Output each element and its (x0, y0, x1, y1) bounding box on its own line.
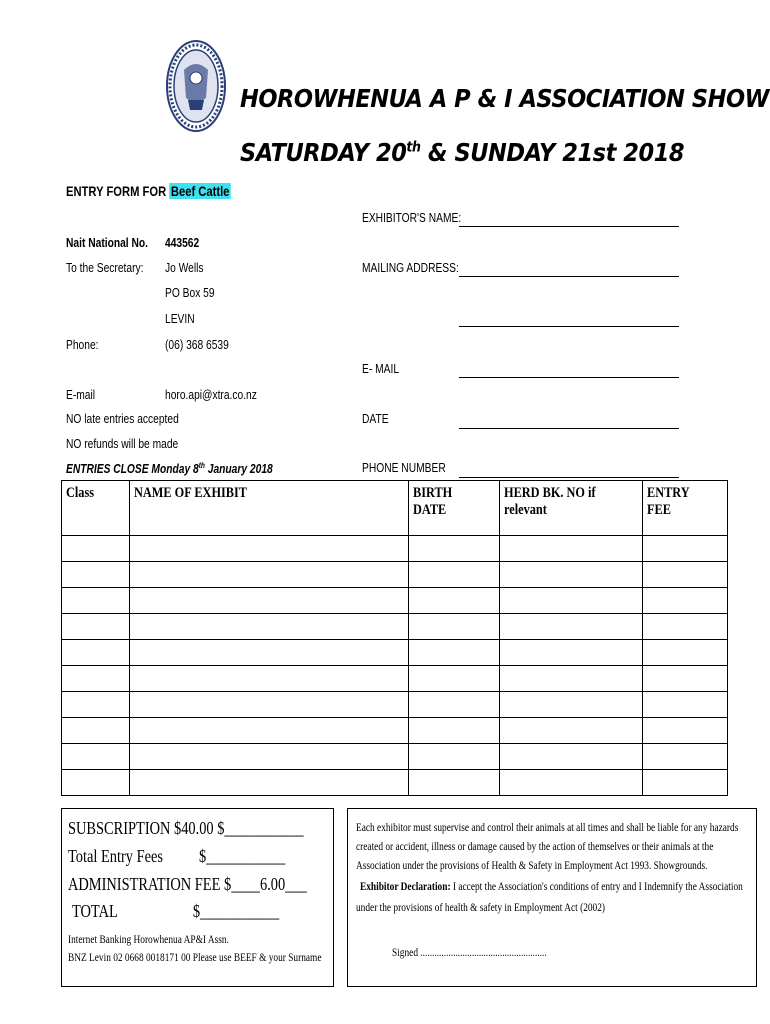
exhibit-name-cell[interactable] (130, 562, 409, 588)
declaration-line-4 (360, 879, 743, 894)
exhibit-name-cell[interactable] (130, 718, 409, 744)
entry-fee-cell[interactable] (643, 692, 728, 718)
header-herd-book (500, 481, 643, 536)
class-cell[interactable] (62, 614, 130, 640)
birth-date-cell[interactable] (409, 562, 500, 588)
mailing-address-label: MAILING ADDRESS: (362, 261, 459, 275)
entry-fee-cell[interactable] (643, 536, 728, 562)
birth-date-cell[interactable] (409, 536, 500, 562)
table-row (62, 614, 728, 640)
header-birth-date (409, 481, 500, 536)
entry-fee-cell[interactable] (643, 666, 728, 692)
phone-number-field[interactable] (459, 477, 679, 478)
declaration-text: I accept the Association's conditions of entry and I Indemnify the Association (450, 879, 743, 893)
entries-close-post: January 2018 (204, 462, 273, 477)
birth-date-cell[interactable] (409, 614, 500, 640)
subscription-line: SUBSCRIPTION $40.00 $___________ (68, 818, 304, 838)
exhibit-name-cell[interactable] (130, 640, 409, 666)
table-row (62, 536, 728, 562)
secretary-pobox: PO Box 59 (165, 286, 215, 300)
exhibit-name-cell[interactable] (130, 692, 409, 718)
email-field-label: E- MAIL (362, 362, 400, 376)
total-line: TOTAL $___________ (72, 901, 280, 921)
exhibit-name-cell[interactable] (130, 666, 409, 692)
herd-book-cell[interactable] (500, 562, 643, 588)
class-cell[interactable] (62, 692, 130, 718)
birth-date-cell[interactable] (409, 640, 500, 666)
header-class (62, 481, 130, 536)
header-name-of-exhibit-text: NAME OF EXHIBIT (134, 485, 247, 501)
birth-date-cell[interactable] (409, 692, 500, 718)
header-birth-date-text: BIRTH DATE (413, 485, 453, 518)
entry-fee-cell[interactable] (643, 640, 728, 666)
entry-fee-cell[interactable] (643, 614, 728, 640)
herd-book-cell[interactable] (500, 666, 643, 692)
phone-label: Phone: (66, 338, 99, 352)
birth-date-cell[interactable] (409, 718, 500, 744)
entries-close-pre: ENTRIES CLOSE Monday 8 (66, 462, 199, 477)
class-cell[interactable] (62, 640, 130, 666)
herd-book-cell[interactable] (500, 718, 643, 744)
herd-book-cell[interactable] (500, 770, 643, 796)
table-row (62, 692, 728, 718)
table-row (62, 562, 728, 588)
show-dates (240, 138, 684, 167)
class-cell[interactable] (62, 562, 130, 588)
header-name-of-exhibit (130, 481, 409, 536)
declaration-line-1: Each exhibitor must supervise and control their animals at all times and shall be liable for any hazards (356, 820, 739, 834)
show-title: HOROWHENUA A P & I ASSOCIATION SHOW (240, 84, 770, 113)
herd-book-cell[interactable] (500, 692, 643, 718)
administration-fee-line: ADMINISTRATION FEE $____6.00___ (68, 874, 307, 894)
entry-fee-cell[interactable] (643, 588, 728, 614)
table-header-row (62, 481, 728, 536)
class-cell[interactable] (62, 770, 130, 796)
class-cell[interactable] (62, 536, 130, 562)
table-row (62, 640, 728, 666)
show-dates-post: & SUNDAY 21st 2018 (420, 138, 685, 167)
banking-line-1: Internet Banking Horowhenua AP&I Assn. (68, 932, 229, 946)
table-row (62, 744, 728, 770)
signature-line[interactable]: Signed ...................................................... (392, 945, 547, 959)
entry-form-heading (66, 183, 231, 199)
entry-fee-cell[interactable] (643, 770, 728, 796)
phone-number-label: PHONE NUMBER (362, 461, 446, 475)
declaration-line-3: Association under the provisions of Health & Safety in Employment Act 1993. Showgrounds. (356, 858, 708, 872)
entry-fee-cell[interactable] (643, 562, 728, 588)
notice-late: NO late entries accepted (66, 412, 179, 426)
secretary-town: LEVIN (165, 312, 195, 326)
nait-value: 443562 (165, 236, 200, 250)
exhibit-name-cell[interactable] (130, 588, 409, 614)
secretary-name: Jo Wells (165, 261, 204, 275)
date-field[interactable] (459, 428, 679, 429)
entries-table (61, 480, 728, 796)
header-entry-fee-text: ENTRY FEE (647, 485, 690, 518)
declaration-label: Exhibitor Declaration: (360, 879, 451, 893)
entry-fee-cell[interactable] (643, 744, 728, 770)
date-label: DATE (362, 412, 389, 426)
exhibit-name-cell[interactable] (130, 614, 409, 640)
entry-fee-cell[interactable] (643, 718, 728, 744)
herd-book-cell[interactable] (500, 614, 643, 640)
mailing-address-field-2[interactable] (459, 326, 679, 327)
exhibitor-name-field[interactable] (459, 226, 679, 227)
total-entry-fees-line: Total Entry Fees $___________ (68, 846, 286, 866)
header-herd-book-text: HERD BK. NO if relevant (504, 485, 596, 518)
exhibit-name-cell[interactable] (130, 536, 409, 562)
phone-value: (06) 368 6539 (165, 338, 229, 352)
herd-book-cell[interactable] (500, 744, 643, 770)
herd-book-cell[interactable] (500, 536, 643, 562)
secretary-label: To the Secretary: (66, 261, 144, 275)
show-dates-pre: SATURDAY 20 (240, 138, 407, 167)
email-field[interactable] (459, 377, 679, 378)
declaration-line-2: created or accident, illness or damage caused by the action of themselves or their animals at the (356, 839, 714, 853)
association-logo (166, 40, 226, 132)
class-cell[interactable] (62, 588, 130, 614)
notice-refunds: NO refunds will be made (66, 437, 179, 451)
entry-form-label: ENTRY FORM FOR (66, 183, 170, 199)
entry-form-category: Beef Cattle (170, 183, 230, 199)
table-row (62, 770, 728, 796)
email-value: horo.api@xtra.co.nz (165, 388, 257, 402)
exhibit-name-cell[interactable] (130, 770, 409, 796)
table-row (62, 588, 728, 614)
email-label: E-mail (66, 388, 96, 402)
table-row (62, 666, 728, 692)
entries-close (66, 461, 273, 476)
exhibit-name-cell[interactable] (130, 744, 409, 770)
declaration-line-5: under the provisions of health & safety in Employment Act (2002) (356, 900, 606, 914)
show-dates-sup: th (406, 139, 421, 156)
header-entry-fee (643, 481, 728, 536)
herd-book-cell[interactable] (500, 640, 643, 666)
entries-close-sup: th (198, 461, 205, 470)
exhibitor-name-label: EXHIBITOR'S NAME: (362, 211, 462, 225)
class-cell[interactable] (62, 666, 130, 692)
banking-line-2: BNZ Levin 02 0668 0018171 00 Please use BEEF & your Surname (68, 950, 322, 964)
birth-date-cell[interactable] (409, 770, 500, 796)
class-cell[interactable] (62, 744, 130, 770)
birth-date-cell[interactable] (409, 744, 500, 770)
header-class-text: Class (66, 485, 95, 501)
nait-label: Nait National No. (66, 236, 149, 250)
table-row (62, 718, 728, 744)
mailing-address-field-1[interactable] (459, 276, 679, 277)
herd-book-cell[interactable] (500, 588, 643, 614)
class-cell[interactable] (62, 718, 130, 744)
birth-date-cell[interactable] (409, 666, 500, 692)
birth-date-cell[interactable] (409, 588, 500, 614)
